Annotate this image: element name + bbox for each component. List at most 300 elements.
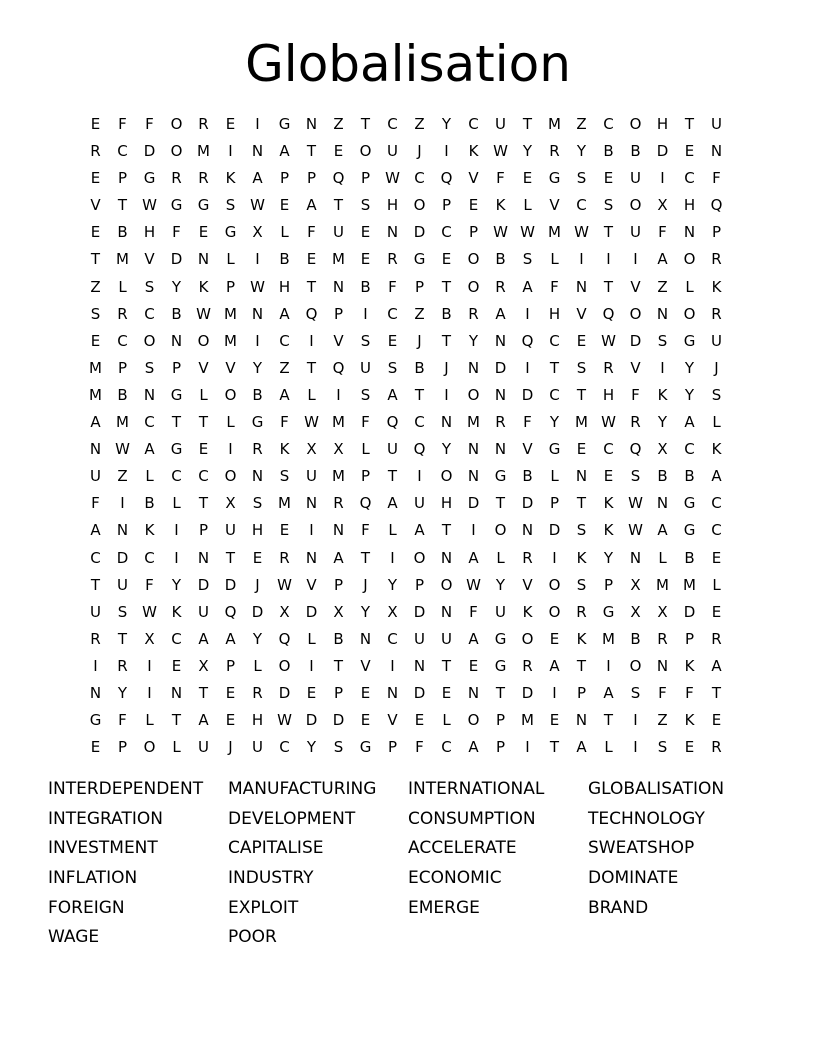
grid-letter: Y xyxy=(306,738,317,757)
grid-letter: N xyxy=(332,521,345,540)
grid-letter: K xyxy=(495,196,506,215)
grid-letter: E xyxy=(360,683,371,702)
grid-letter: D xyxy=(656,142,669,161)
grid-letter: X xyxy=(198,656,209,675)
grid-letter: V xyxy=(522,440,533,459)
grid-letter: G xyxy=(89,711,102,730)
grid-letter: T xyxy=(549,738,560,757)
grid-letter: E xyxy=(360,250,371,269)
grid-letter: T xyxy=(117,196,128,215)
grid-letter: A xyxy=(198,629,209,648)
grid-letter: I xyxy=(255,331,260,350)
grid-letter: U xyxy=(711,331,722,350)
grid-letter: Q xyxy=(386,413,399,432)
grid-letter: T xyxy=(90,575,101,594)
word-list-item: INTERNATIONAL xyxy=(408,779,545,799)
grid-letter: D xyxy=(305,711,318,730)
grid-letter: C xyxy=(144,548,155,567)
grid-letter: C xyxy=(171,629,182,648)
grid-letter: M xyxy=(602,629,615,648)
grid-letter: P xyxy=(468,223,479,242)
grid-letter: E xyxy=(90,223,101,242)
grid-letter: Z xyxy=(414,304,425,323)
grid-letter: P xyxy=(495,738,506,757)
grid-letter: Q xyxy=(710,196,723,215)
grid-letter: P xyxy=(306,169,317,188)
grid-letter: K xyxy=(576,629,587,648)
grid-letter: E xyxy=(225,711,236,730)
grid-letter: I xyxy=(390,656,395,675)
grid-letter: C xyxy=(279,738,290,757)
grid-letter: T xyxy=(495,683,506,702)
grid-letter: K xyxy=(603,521,614,540)
grid-letter: G xyxy=(170,385,183,404)
grid-letter: V xyxy=(549,196,560,215)
grid-letter: A xyxy=(387,494,398,513)
grid-letter: H xyxy=(683,196,696,215)
grid-letter: G xyxy=(494,467,507,486)
grid-letter: L xyxy=(145,711,154,730)
grid-letter: O xyxy=(143,331,156,350)
grid-letter: R xyxy=(657,629,668,648)
grid-letter: N xyxy=(440,548,453,567)
grid-letter: S xyxy=(360,196,371,215)
grid-letter: G xyxy=(197,196,210,215)
grid-letter: U xyxy=(360,358,371,377)
grid-letter: I xyxy=(174,521,179,540)
grid-letter: I xyxy=(228,440,233,459)
grid-letter: J xyxy=(444,358,449,377)
grid-letter: H xyxy=(251,521,264,540)
grid-letter: V xyxy=(468,169,479,188)
grid-letter: Q xyxy=(440,169,453,188)
grid-letter: K xyxy=(522,602,533,621)
grid-letter: T xyxy=(576,385,587,404)
grid-letter: R xyxy=(495,413,506,432)
grid-letter: W xyxy=(115,440,130,459)
grid-letter: G xyxy=(170,196,183,215)
grid-letter: F xyxy=(469,602,478,621)
grid-letter: A xyxy=(90,521,101,540)
grid-letter: C xyxy=(603,440,614,459)
grid-letter: I xyxy=(147,656,152,675)
grid-letter: E xyxy=(603,467,614,486)
grid-letter: D xyxy=(413,223,426,242)
grid-letter: T xyxy=(171,413,182,432)
grid-letter: T xyxy=(576,494,587,513)
grid-letter: H xyxy=(386,196,399,215)
word-list-item: ECONOMIC xyxy=(408,868,502,889)
grid-letter: T xyxy=(360,115,371,133)
grid-letter: E xyxy=(90,169,101,188)
grid-letter: A xyxy=(468,548,479,567)
grid-letter: R xyxy=(711,304,722,323)
grid-letter: N xyxy=(170,331,183,350)
grid-letter: E xyxy=(549,711,560,730)
grid-letter: M xyxy=(89,358,102,377)
grid-letter: N xyxy=(197,548,210,567)
grid-letter: L xyxy=(226,250,235,269)
grid-letter: C xyxy=(198,467,209,486)
grid-letter: C xyxy=(711,521,722,540)
grid-letter: I xyxy=(120,494,125,513)
grid-letter: A xyxy=(144,440,155,459)
grid-letter: U xyxy=(630,223,641,242)
grid-letter: O xyxy=(548,575,561,594)
grid-letter: N xyxy=(575,277,588,296)
grid-letter: O xyxy=(413,196,426,215)
grid-letter: E xyxy=(522,169,533,188)
grid-letter: E xyxy=(711,602,722,621)
grid-letter: P xyxy=(414,277,425,296)
grid-letter: I xyxy=(255,115,260,133)
grid-letter: Y xyxy=(360,602,371,621)
grid-letter: R xyxy=(711,629,722,648)
word-list-item: SWEATSHOP xyxy=(588,838,695,859)
grid-letter: U xyxy=(414,629,425,648)
grid-letter: S xyxy=(576,358,587,377)
grid-letter: G xyxy=(683,494,696,513)
grid-letter: W xyxy=(493,142,508,161)
grid-letter: H xyxy=(143,223,156,242)
grid-letter: A xyxy=(468,629,479,648)
grid-letter: Q xyxy=(602,304,615,323)
grid-row xyxy=(82,355,730,382)
grid-letter: G xyxy=(548,440,561,459)
grid-letter: H xyxy=(656,115,669,133)
grid-letter: V xyxy=(144,250,155,269)
grid-letter: N xyxy=(683,223,696,242)
grid-letter: T xyxy=(198,413,209,432)
grid-letter: L xyxy=(199,385,208,404)
grid-letter: O xyxy=(494,521,507,540)
grid-letter: Q xyxy=(521,331,534,350)
grid-letter: L xyxy=(118,277,127,296)
grid-letter: Z xyxy=(90,277,101,296)
grid-letter: I xyxy=(174,548,179,567)
grid-letter: C xyxy=(171,467,182,486)
grid-letter: N xyxy=(521,521,534,540)
grid-letter: J xyxy=(363,575,368,594)
grid-letter: M xyxy=(332,467,345,486)
grid-letter: K xyxy=(711,277,722,296)
grid-letter: R xyxy=(333,494,344,513)
grid-letter: E xyxy=(279,196,290,215)
grid-letter: O xyxy=(143,738,156,757)
grid-letter: A xyxy=(657,521,668,540)
grid-letter: C xyxy=(144,413,155,432)
grid-letter: E xyxy=(198,223,209,242)
grid-letter: S xyxy=(576,575,587,594)
grid-letter: Y xyxy=(468,331,479,350)
word-list-item: DOMINATE xyxy=(588,868,679,889)
grid-letter: P xyxy=(495,711,506,730)
grid-letter: R xyxy=(549,142,560,161)
grid-letter: E xyxy=(711,548,722,567)
grid-letter: I xyxy=(633,250,638,269)
grid-letter: W xyxy=(628,521,643,540)
grid-letter: D xyxy=(521,385,534,404)
grid-letter: T xyxy=(441,656,452,675)
grid-letter: R xyxy=(279,548,290,567)
grid-letter: O xyxy=(278,656,291,675)
grid-letter: O xyxy=(224,467,237,486)
grid-letter: A xyxy=(657,250,668,269)
grid-letter: E xyxy=(576,440,587,459)
grid-letter: C xyxy=(414,413,425,432)
word-list-item: BRAND xyxy=(588,897,649,918)
grid-letter: Y xyxy=(603,548,614,567)
grid-letter: P xyxy=(360,467,371,486)
grid-letter: S xyxy=(279,467,290,486)
grid-row xyxy=(82,517,730,544)
word-list-item: EXPLOIT xyxy=(228,897,299,918)
grid-letter: M xyxy=(332,250,345,269)
grid-letter: Q xyxy=(305,304,318,323)
grid-letter: S xyxy=(117,602,128,621)
grid-letter: A xyxy=(684,413,695,432)
grid-letter: W xyxy=(574,223,589,242)
grid-letter: K xyxy=(603,494,614,513)
grid-letter: Y xyxy=(684,385,695,404)
grid-letter: R xyxy=(522,656,533,675)
grid-letter: B xyxy=(360,277,371,296)
grid-letter: T xyxy=(684,115,695,133)
grid-letter: E xyxy=(603,169,614,188)
grid-letter: L xyxy=(172,738,181,757)
grid-letter: G xyxy=(413,250,426,269)
grid-letter: G xyxy=(359,738,372,757)
grid-letter: F xyxy=(631,385,640,404)
grid-letter: T xyxy=(225,548,236,567)
grid-letter: D xyxy=(143,142,156,161)
grid-letter: N xyxy=(467,467,480,486)
grid-letter: T xyxy=(90,250,101,269)
grid-letter: W xyxy=(250,277,265,296)
grid-letter: A xyxy=(279,304,290,323)
grid-letter: V xyxy=(333,331,344,350)
grid-row xyxy=(82,138,730,165)
grid-letter: S xyxy=(711,385,722,404)
grid-letter: S xyxy=(522,250,533,269)
grid-letter: L xyxy=(550,467,559,486)
grid-letter: C xyxy=(711,494,722,513)
grid-letter: E xyxy=(414,711,425,730)
grid-letter: W xyxy=(142,196,157,215)
grid-letter: N xyxy=(251,142,264,161)
grid-letter: W xyxy=(250,196,265,215)
grid-letter: P xyxy=(333,575,344,594)
grid-letter: E xyxy=(711,711,722,730)
grid-letter: F xyxy=(91,494,100,513)
grid-letter: M xyxy=(116,250,129,269)
grid-letter: I xyxy=(255,250,260,269)
grid-letter: X xyxy=(144,629,155,648)
grid-letter: D xyxy=(251,602,264,621)
grid-letter: Z xyxy=(414,115,425,133)
grid-letter: H xyxy=(278,277,291,296)
grid-letter: P xyxy=(117,169,128,188)
grid-letter: E xyxy=(468,196,479,215)
grid-letter: A xyxy=(387,385,398,404)
grid-letter: I xyxy=(309,656,314,675)
grid-letter: X xyxy=(657,602,668,621)
grid-letter: M xyxy=(89,385,102,404)
grid-letter: J xyxy=(417,331,422,350)
grid-letter: K xyxy=(576,548,587,567)
grid-letter: V xyxy=(225,358,236,377)
grid-letter: P xyxy=(225,277,236,296)
grid-letter: E xyxy=(90,331,101,350)
grid-letter: K xyxy=(198,277,209,296)
grid-letter: C xyxy=(684,440,695,459)
grid-letter: T xyxy=(198,683,209,702)
grid-letter: N xyxy=(440,602,453,621)
grid-letter: F xyxy=(712,169,721,188)
grid-letter: E xyxy=(387,331,398,350)
grid-letter: Y xyxy=(171,575,182,594)
grid-letter: J xyxy=(417,142,422,161)
grid-letter: O xyxy=(467,711,480,730)
grid-letter: T xyxy=(387,467,398,486)
grid-letter: M xyxy=(224,304,237,323)
grid-letter: C xyxy=(549,385,560,404)
grid-letter: F xyxy=(307,223,316,242)
grid-letter: C xyxy=(117,142,128,161)
grid-letter: O xyxy=(197,331,210,350)
grid-letter: B xyxy=(117,223,128,242)
grid-letter: K xyxy=(225,169,236,188)
grid-letter: S xyxy=(630,467,641,486)
grid-letter: R xyxy=(630,413,641,432)
grid-letter: V xyxy=(576,304,587,323)
grid-letter: R xyxy=(117,304,128,323)
grid-letter: D xyxy=(467,494,480,513)
grid-letter: D xyxy=(197,575,210,594)
grid-letter: T xyxy=(711,683,722,702)
word-list-item: INTERDEPENDENT xyxy=(48,779,204,799)
grid-letter: F xyxy=(496,169,505,188)
grid-letter: K xyxy=(171,602,182,621)
grid-row xyxy=(82,707,730,734)
grid-letter: E xyxy=(684,142,695,161)
grid-letter: N xyxy=(467,440,480,459)
grid-letter: N xyxy=(575,711,588,730)
grid-row xyxy=(82,734,730,761)
grid-letter: X xyxy=(252,223,263,242)
grid-letter: M xyxy=(575,413,588,432)
grid-letter: A xyxy=(468,738,479,757)
grid-letter: D xyxy=(116,548,129,567)
word-list-item: CAPITALISE xyxy=(228,838,324,859)
grid-letter: K xyxy=(684,656,695,675)
grid-letter: T xyxy=(171,711,182,730)
grid-letter: W xyxy=(385,169,400,188)
grid-letter: O xyxy=(629,656,642,675)
grid-row xyxy=(82,680,730,707)
grid-letter: C xyxy=(279,331,290,350)
word-list-item: INDUSTRY xyxy=(228,868,314,889)
grid-letter: Y xyxy=(495,575,506,594)
grid-letter: M xyxy=(197,142,210,161)
word-list-item: WAGE xyxy=(48,927,100,948)
grid-letter: R xyxy=(252,440,263,459)
grid-letter: Z xyxy=(576,115,587,133)
grid-letter: V xyxy=(90,196,101,215)
grid-letter: I xyxy=(309,331,314,350)
grid-letter: X xyxy=(657,196,668,215)
grid-letter: T xyxy=(333,656,344,675)
grid-letter: E xyxy=(306,683,317,702)
grid-row xyxy=(82,111,730,138)
grid-letter: T xyxy=(441,331,452,350)
grid-letter: J xyxy=(714,358,719,377)
grid-letter: Q xyxy=(278,629,291,648)
grid-letter: I xyxy=(147,683,152,702)
grid-letter: Y xyxy=(117,683,128,702)
grid-letter: N xyxy=(494,331,507,350)
grid-letter: L xyxy=(550,250,559,269)
grid-letter: L xyxy=(523,196,532,215)
grid-letter: W xyxy=(601,331,616,350)
grid-letter: N xyxy=(656,304,669,323)
grid-letter: C xyxy=(441,223,452,242)
grid-letter: W xyxy=(277,575,292,594)
grid-letter: A xyxy=(306,196,317,215)
grid-letter: Y xyxy=(522,142,533,161)
grid-letter: F xyxy=(145,575,154,594)
grid-letter: U xyxy=(495,115,506,133)
grid-letter: Y xyxy=(441,115,452,133)
grid-letter: I xyxy=(417,467,422,486)
grid-letter: N xyxy=(413,656,426,675)
grid-letter: P xyxy=(414,575,425,594)
word-list-item: DEVELOPMENT xyxy=(228,808,356,829)
grid-letter: F xyxy=(523,413,532,432)
grid-letter: O xyxy=(440,467,453,486)
grid-letter: Z xyxy=(117,467,128,486)
grid-letter: E xyxy=(441,250,452,269)
grid-letter: F xyxy=(172,223,181,242)
grid-letter: P xyxy=(387,738,398,757)
grid-letter: D xyxy=(548,521,561,540)
grid-letter: P xyxy=(333,683,344,702)
grid-letter: K xyxy=(279,440,290,459)
grid-letter: Q xyxy=(629,440,642,459)
grid-letter: I xyxy=(660,169,665,188)
grid-letter: A xyxy=(495,304,506,323)
grid-letter: T xyxy=(522,115,533,133)
grid-letter: U xyxy=(90,467,101,486)
grid-letter: R xyxy=(252,683,263,702)
grid-letter: P xyxy=(603,575,614,594)
grid-letter: U xyxy=(414,494,425,513)
grid-letter: K xyxy=(144,521,155,540)
grid-letter: O xyxy=(467,277,480,296)
grid-letter: Q xyxy=(332,358,345,377)
grid-letter: Y xyxy=(252,358,263,377)
grid-letter: N xyxy=(89,683,102,702)
grid-row xyxy=(82,165,730,192)
grid-letter: T xyxy=(360,548,371,567)
grid-letter: M xyxy=(332,413,345,432)
grid-letter: Y xyxy=(441,440,452,459)
grid-letter: L xyxy=(658,548,667,567)
grid-letter: C xyxy=(603,115,614,133)
grid-letter: N xyxy=(251,467,264,486)
grid-letter: U xyxy=(441,629,452,648)
grid-letter: E xyxy=(252,548,263,567)
